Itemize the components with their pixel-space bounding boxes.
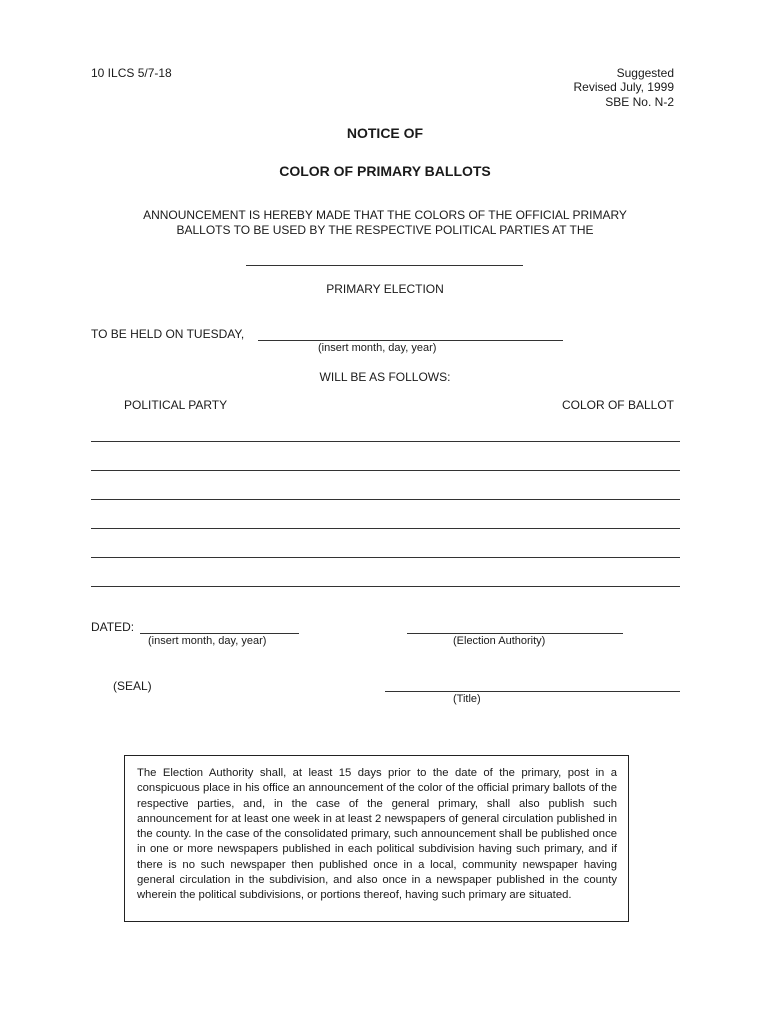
held-on-label: TO BE HELD ON TUESDAY,	[91, 327, 245, 341]
title-line-2: COLOR OF PRIMARY BALLOTS	[279, 163, 491, 179]
statute-reference: 10 ILCS 5/7-18	[91, 66, 172, 80]
color-of-ballot-header: COLOR OF BALLOT	[561, 398, 674, 412]
party-entry-line[interactable]	[91, 557, 680, 558]
party-entry-line[interactable]	[91, 470, 680, 471]
announcement-line-2: BALLOTS TO BE USED BY THE RESPECTIVE POLITICAL PARTIES AT THE	[176, 223, 594, 237]
election-name-blank[interactable]	[246, 265, 523, 266]
instructions-text: The Election Authority shall, at least 15 days prior to the date of the primary, post in a conspicuous place in his office an announcement of the color of the official primary ballots of the respective parties, and, in the case of the general primary, shall also publish such announcement for at least one week in at least 2 newspapers of general circulation published in the county. In the case of the consolidated primary, such announcement shall be published once in one or more newspapers published in each political subdivision having such primary, and if there is no such newspaper then published once in a local, community newspaper having general circulation in the subdivision, and also once in a newspaper published in the county wherein the political subdivisions, or portions thereof, having such primary are situated.	[137, 767, 618, 902]
title-line-1: NOTICE OF	[346, 125, 424, 141]
election-authority-blank[interactable]	[407, 633, 623, 634]
party-entry-line[interactable]	[91, 586, 680, 587]
held-date-blank[interactable]	[258, 340, 563, 341]
suggested-label: Suggested	[616, 66, 674, 80]
political-party-header: POLITICAL PARTY	[124, 398, 228, 412]
dated-label: DATED:	[91, 620, 135, 634]
instructions-box	[124, 755, 629, 922]
title-hint: (Title)	[453, 693, 481, 705]
dated-hint: (insert month, day, year)	[148, 635, 267, 647]
follows-label: WILL BE AS FOLLOWS:	[319, 370, 451, 384]
announcement-line-1: ANNOUNCEMENT IS HEREBY MADE THAT THE COLORS OF THE OFFICIAL PRIMARY	[143, 208, 627, 222]
dated-blank[interactable]	[140, 633, 299, 634]
title-blank[interactable]	[385, 691, 680, 692]
seal-label: (SEAL)	[113, 679, 152, 693]
party-entry-line[interactable]	[91, 528, 680, 529]
form-number: SBE No. N-2	[605, 95, 674, 109]
held-date-hint: (insert month, day, year)	[318, 342, 437, 354]
election-authority-hint: (Election Authority)	[453, 635, 546, 647]
party-entry-line[interactable]	[91, 499, 680, 500]
revised-date: Revised July, 1999	[573, 80, 674, 94]
party-entry-line[interactable]	[91, 441, 680, 442]
primary-election-label: PRIMARY ELECTION	[326, 282, 444, 296]
